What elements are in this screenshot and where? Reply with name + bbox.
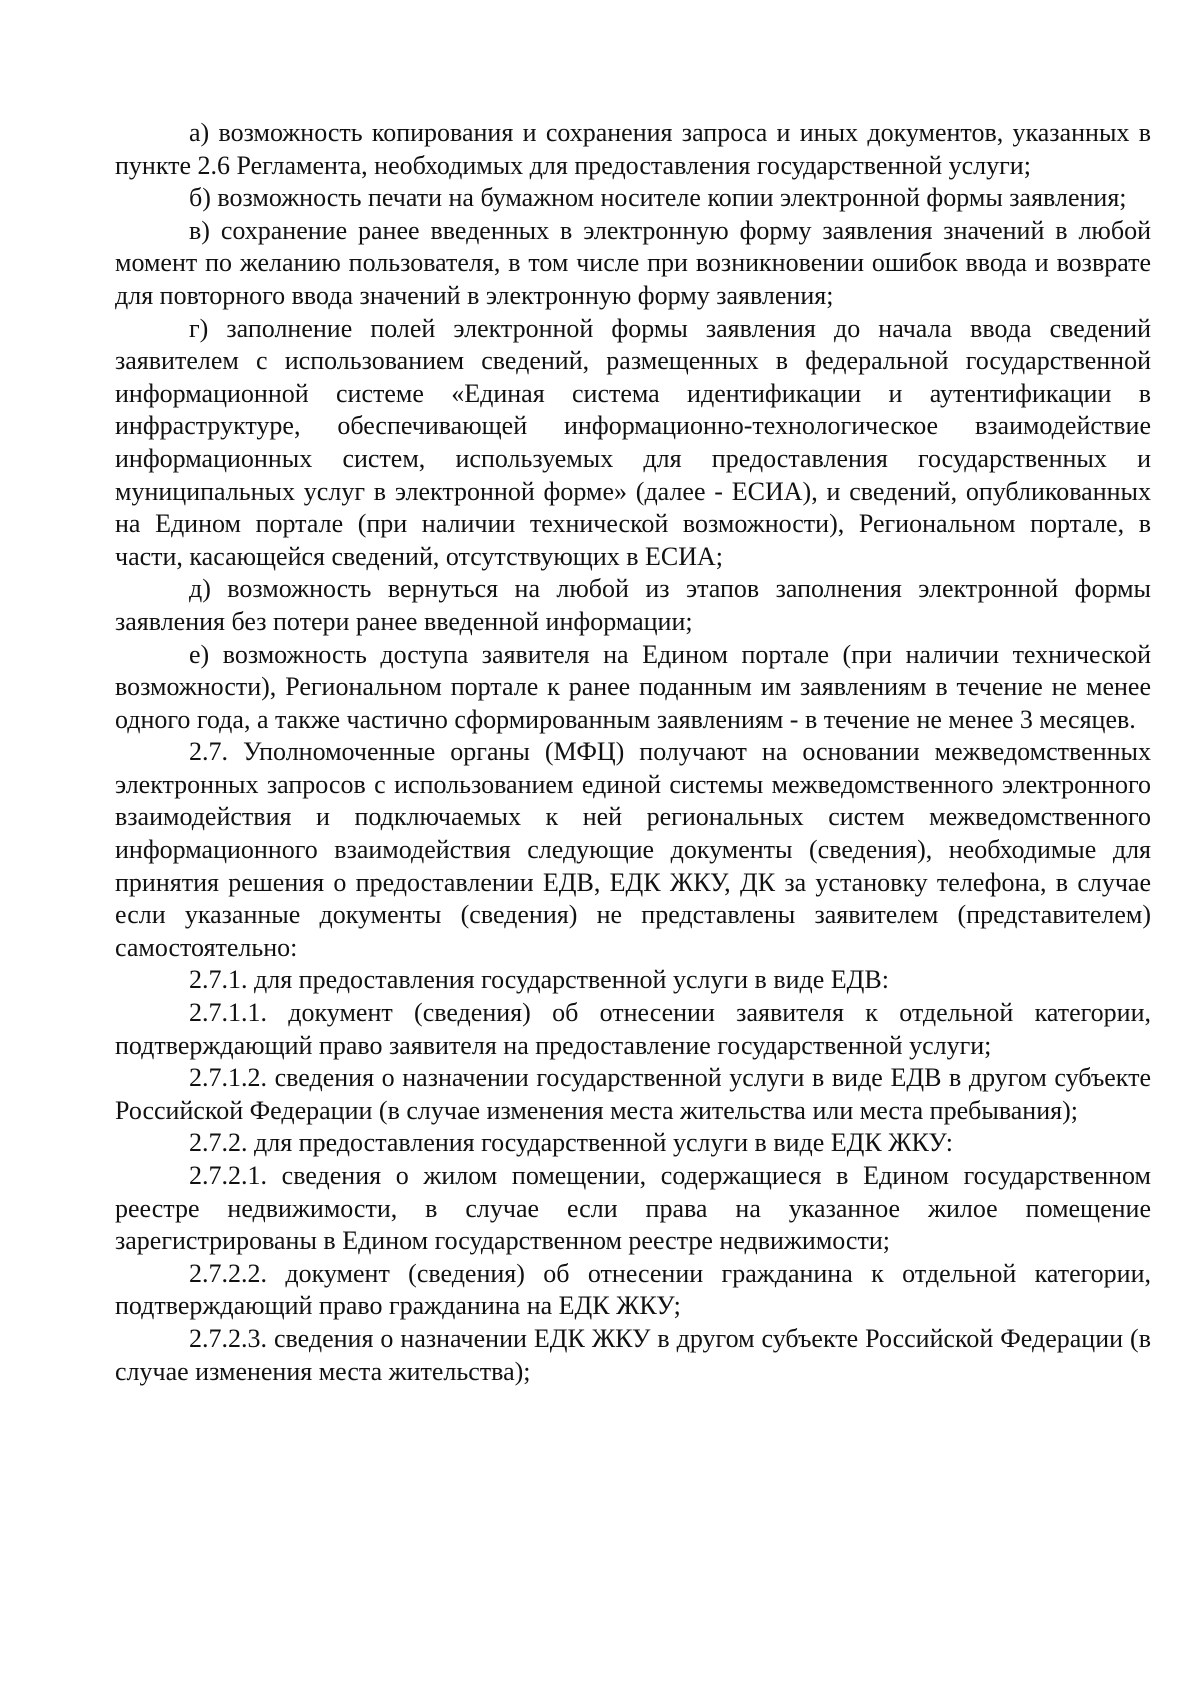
paragraph-item-v: в) сохранение ранее введенных в электронную форму заявления значений в любой момент по желанию пользователя, в том числе при возникновении ошибок ввода и возврате для повторного ввода значений в электронную форму заявления;: [115, 215, 1151, 310]
paragraph-item-b: б) возможность печати на бумажном носителе копии электронной формы заявления;: [189, 183, 1127, 213]
document-body: [115, 117, 1151, 1388]
paragraph-section-2-7-2: 2.7.2. для предоставления государственной услуги в виде ЕДК ЖКУ:: [189, 1128, 953, 1158]
paragraph-section-2-7-2-2: 2.7.2.2. документ (сведения) об отнесении гражданина к отдельной категории, подтверждающий право гражданина на ЕДК ЖКУ;: [115, 1258, 1151, 1321]
paragraph-section-2-7-1-2: 2.7.1.2. сведения о назначении государственной услуги в виде ЕДВ в другом субъекте Российской Федерации (в случае изменения места жительства или места пребывания);: [115, 1063, 1151, 1125]
paragraph-item-e: е) возможность доступа заявителя на Едином портале (при наличии технической возможности), Региональном портале к ранее поданным им заявлениям в течение не менее одного года, а также частично сформированным заявлениям - в течение не менее 3 месяцев.: [115, 639, 1151, 734]
paragraph-section-2-7-1: 2.7.1. для предоставления государственной услуги в виде ЕДВ:: [189, 965, 889, 995]
paragraph-section-2-7-2-1: 2.7.2.1. сведения о жилом помещении, содержащиеся в Едином государственном реестре недвижимости, в случае если права на указанное жилое помещение зарегистрированы в Едином государственном реестре недвижимости;: [115, 1161, 1151, 1256]
paragraph-item-a: а) возможность копирования и сохранения запроса и иных документов, указанных в пункте 2.6 Регламента, необходимых для предоставления государственной услуги;: [115, 118, 1151, 180]
paragraph-item-d: д) возможность вернуться на любой из этапов заполнения электронной формы заявления без потери ранее введенной информации;: [115, 574, 1151, 636]
paragraph-section-2-7-1-1: 2.7.1.1. документ (сведения) об отнесении заявителя к отдельной категории, подтверждающий право заявителя на предоставление государственной услуги;: [115, 998, 1151, 1060]
paragraph-section-2-7: 2.7. Уполномоченные органы (МФЦ) получают на основании межведомственных электронных запросов с использованием единой системы межведомственного электронного взаимодействия и подключаемых к ней региональных систем межведомственного информационного взаимодействия следующие документы (сведения), необходимые для принятия решения о предоставлении ЕДВ, ЕДК ЖКУ, ДК за установку телефона, в случае если указанные документы (сведения) не представлены заявителем (представителем) самостоятельно:: [115, 737, 1151, 962]
paragraph-section-2-7-2-3: 2.7.2.3. сведения о назначении ЕДК ЖКУ в другом субъекте Российской Федерации (в случае изменения места жительства);: [115, 1323, 1151, 1386]
paragraph-item-g: г) заполнение полей электронной формы заявления до начала ввода сведений заявителем с использованием сведений, размещенных в федеральной государственной информационной системе «Единая система идентификации и аутентификации в инфраструктуре, обеспечивающей информационно-технологическое взаимодействие информационных систем, используемых для предоставления государственных и муниципальных услуг в электронной форме» (далее - ЕСИА), и сведений, опубликованных на Едином портале (при наличии технической возможности), Региональном портале, в части, касающейся сведений, отсутствующих в ЕСИА;: [115, 313, 1151, 571]
